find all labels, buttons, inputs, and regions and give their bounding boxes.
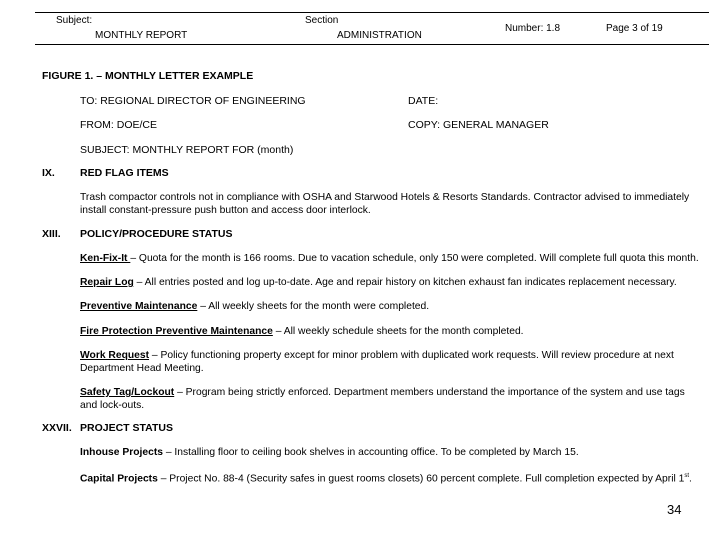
policy-item-label: Repair Log: [80, 277, 134, 288]
ordinal-suffix: st: [684, 473, 690, 479]
memo-subject: SUBJECT: MONTHLY REPORT FOR (month): [80, 144, 294, 156]
policy-item-text: – All weekly schedule sheets for the month completed.: [272, 326, 524, 337]
memo-to: TO: REGIONAL DIRECTOR OF ENGINEERING: [80, 95, 306, 107]
policy-item-label: Ken-Fix-It: [80, 253, 131, 264]
red-flag-text: Trash compactor controls not in compliance with OSHA and Starwood Hotels & Resorts Standards. Contractor advised to immediately install constant-pressure push button and access door interlock.: [80, 192, 690, 216]
policy-item-label: Preventive Maintenance: [80, 301, 198, 312]
project-item-label: Capital Projects: [80, 473, 158, 485]
section-value: ADMINISTRATION: [337, 30, 422, 41]
section-title-red-flag: RED FLAG ITEMS: [80, 167, 169, 179]
policy-item-text: – All weekly sheets for the month were completed.: [197, 301, 430, 312]
project-item-text: – Installing floor to ceiling book shelves in accounting office. To be completed by March 15.: [162, 447, 579, 458]
page-indicator: Page 3 of 19: [606, 23, 663, 34]
page-number: 34: [667, 502, 682, 517]
project-item: [80, 470, 700, 485]
subject-value: MONTHLY REPORT: [95, 30, 188, 41]
section-num-policy: XIII.: [42, 228, 61, 240]
memo-from: FROM: DOE/CE: [80, 119, 158, 131]
project-item-tail: .: [689, 473, 692, 485]
policy-item-text: – Program being strictly enforced. Department members understand the importance of the system and use tags and lock-outs.: [80, 387, 685, 411]
subject-label: Subject:: [56, 15, 93, 26]
policy-item: [80, 386, 700, 412]
policy-item: [80, 276, 700, 289]
section-num-project: XXVII.: [42, 422, 72, 434]
header-top-rule: [35, 12, 709, 13]
header-bottom-rule: [35, 44, 709, 45]
policy-item-label: Work Request: [80, 350, 150, 361]
memo-date: DATE:: [408, 95, 439, 107]
project-item: [80, 446, 700, 459]
figure-title: FIGURE 1. – MONTHLY LETTER EXAMPLE: [42, 70, 254, 82]
policy-item-label: Safety Tag/Lockout: [80, 387, 175, 398]
section-label: Section: [305, 15, 339, 26]
policy-item: [80, 349, 700, 375]
document-number: Number: 1.8: [505, 23, 561, 34]
section-title-policy: POLICY/PROCEDURE STATUS: [80, 228, 233, 240]
policy-item: [80, 300, 700, 313]
policy-item: [80, 252, 700, 265]
project-item-label: Inhouse Projects: [80, 447, 163, 458]
section-title-project: PROJECT STATUS: [80, 422, 173, 434]
policy-item-text: – Policy functioning property except for minor problem with duplicated work requests. Will review procedure at next Department Head Meeting.: [80, 350, 674, 374]
policy-item-text: – Quota for the month is 166 rooms. Due to vacation schedule, only 150 were completed. Will complete full quota this month.: [130, 253, 699, 264]
policy-item-label: Fire Protection Preventive Maintenance: [80, 326, 273, 337]
section-num-red-flag: IX.: [42, 167, 55, 179]
policy-item-text: – All entries posted and log up-to-date. Age and repair history on kitchen exhaust fan indicates replacement necessary.: [133, 277, 677, 288]
memo-copy: COPY: GENERAL MANAGER: [408, 119, 549, 131]
policy-item: [80, 325, 700, 338]
project-item-text: – Project No. 88-4 (Security safes in guest rooms closets) 60 percent complete. Full completion expected by April 1: [157, 473, 685, 485]
